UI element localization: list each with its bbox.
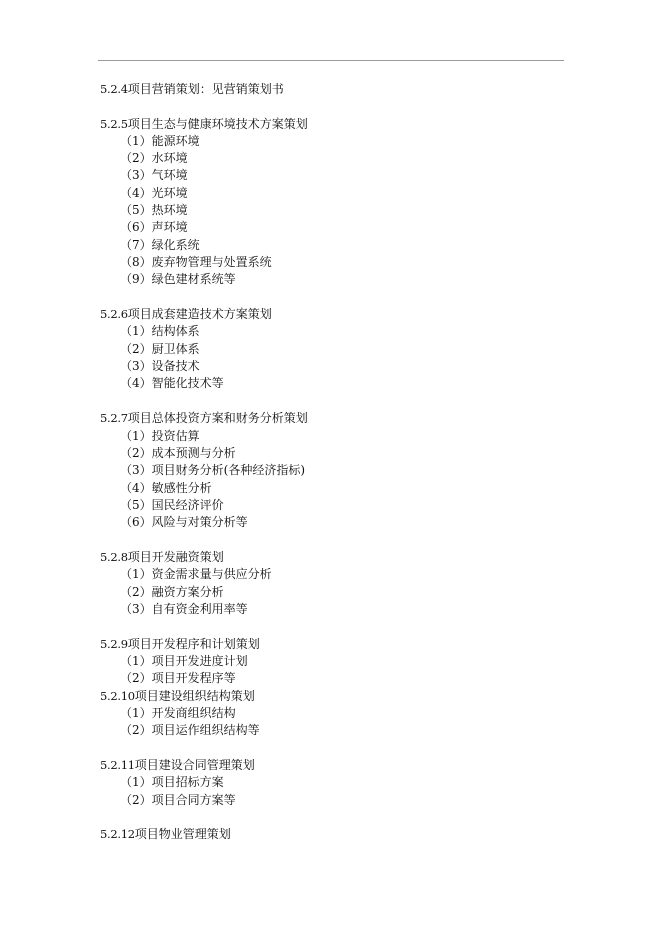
list-item: （3）设备技术 [120,359,200,373]
section-title: 项目开发融资策划 [127,550,224,564]
list-item: （2）项目开发程序等 [120,671,236,685]
list-item: （7）绿化系统 [120,238,200,252]
list-item: （2）融资方案分析 [120,585,224,599]
list-item: （2）水环境 [120,151,188,165]
section-number: 5.2.4 [100,82,128,96]
section-heading [100,117,308,131]
list-item: （1）投资估算 [120,429,200,443]
section-title: 项目建设组织结构策划 [134,689,255,703]
section-title: 项目营销策划：见营销策划书 [127,82,284,96]
list-item: （5）热环境 [120,203,188,217]
list-item: （4）敏感性分析 [120,481,212,495]
list-item: （1）项目开发进度计划 [120,654,248,668]
section-title: 项目生态与健康环境技术方案策划 [127,117,308,131]
section-heading [100,411,308,425]
section-number: 5.2.6 [100,307,128,321]
list-item: （2）成本预测与分析 [120,446,236,460]
list-item: （4）光环境 [120,186,188,200]
list-item: （8）废弃物管理与处置系统 [120,255,272,269]
list-item: （1）资金需求量与供应分析 [120,567,272,581]
section-title: 项目开发程序和计划策划 [127,637,260,651]
list-item: （1）项目招标方案 [120,775,224,789]
list-item: （6）声环境 [120,220,188,234]
list-item: （6）风险与对策分析等 [120,515,248,529]
list-item: （1）结构体系 [120,324,200,338]
section-number: 5.2.12 [100,827,135,841]
section-heading [100,758,255,772]
section-heading [100,637,260,651]
section-title: 项目建设合同管理策划 [134,758,255,772]
header-rule [98,60,564,61]
section-number: 5.2.9 [100,637,128,651]
section-heading [100,827,231,841]
section-number: 5.2.5 [100,117,128,131]
section-number: 5.2.7 [100,411,128,425]
section-number: 5.2.8 [100,550,128,564]
list-item: （2）厨卫体系 [120,342,200,356]
list-item: （4）智能化技术等 [120,376,224,390]
section-title: 项目物业管理策划 [134,827,231,841]
list-item: （3）项目财务分析(各种经济指标) [120,463,305,477]
list-item: （2）项目合同方案等 [120,793,236,807]
section-title: 项目成套建造技术方案策划 [127,307,272,321]
section-heading [100,82,284,96]
list-item: （1）开发商组织结构 [120,706,236,720]
section-number: 5.2.10 [100,689,135,703]
list-item: （3）自有资金利用率等 [120,602,248,616]
section-heading [100,550,224,564]
section-heading [100,307,272,321]
section-number: 5.2.11 [100,758,135,772]
list-item: （5）国民经济评价 [120,498,224,512]
list-item: （3）气环境 [120,168,188,182]
list-item: （2）项目运作组织结构等 [120,723,260,737]
section-heading [100,689,255,703]
list-item: （1）能源环境 [120,134,200,148]
section-title: 项目总体投资方案和财务分析策划 [127,411,308,425]
list-item: （9）绿色建材系统等 [120,272,236,286]
